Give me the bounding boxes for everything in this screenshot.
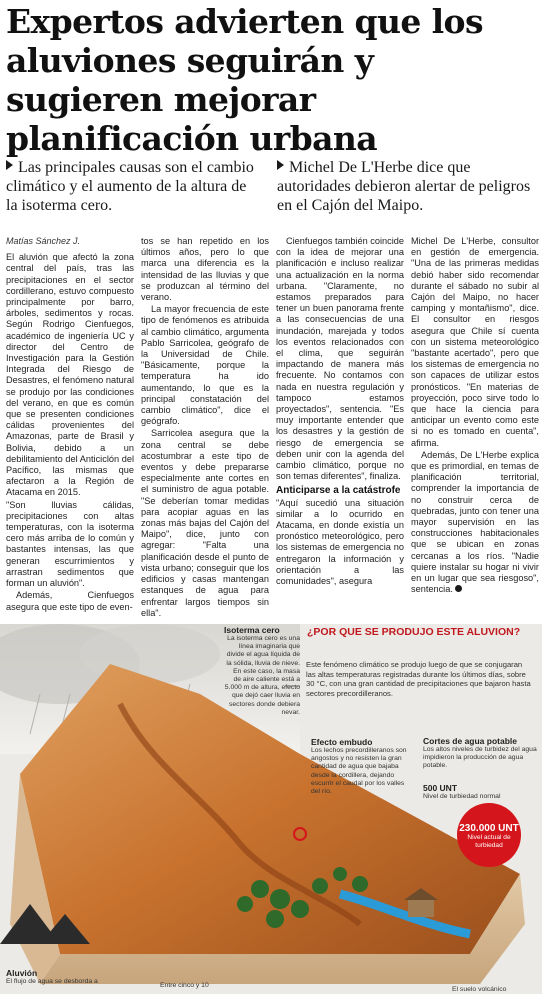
paragraph: La mayor frecuencia de este tipo de fenómenos es atribuida al cambio climático, argumenta Pablo Sarricolea, geógrafo de la Universidad de Chile. "Básicamente, porque la temperatura ha ido aumentando, lo que es la principal constatación del cambio climático", dice el geógrafo. [141, 304, 269, 427]
byline: Matías Sánchez J. [6, 236, 81, 246]
paragraph [411, 450, 539, 596]
house [408, 899, 434, 917]
deck-text-1: Las principales causas son el cambio climático y el aumento de la altura de la isoterma cero. [6, 159, 254, 214]
cortes-callout [423, 736, 537, 801]
turbidity-badge [457, 803, 521, 867]
paragraph: Sarricolea asegura que la zona central se debe acostumbrar a este tipo de eventos y debe prepararse especialmente ante cortes en el suministro de agua potable. "Se deberían tomar medidas para acopiar aguas en las zonas más bajas del Cajón del Maipo", dice, junto con agregar: "Falta una planificación desde el punto de vista urbano; conseguir que los edificios y casas mantengan estanques de agua para enfrentar largos tiempos sin ella". [141, 428, 269, 618]
normal-value: 500 UNT [423, 782, 458, 793]
article-column-3 [276, 236, 404, 636]
embudo-callout [311, 737, 409, 796]
paragraph: Cienfuegos también coincide con la idea de mejorar una planificación e incluso realizar una actualización en la norma urbana. "Claramente, no estamos preparados para tener un buen panorama frente a las consecuencias de una inundación, marejada y todos los eventos relacionados con el clima, que seguirán impactando de manera más frecuente. No contamos con nada en nuestra regulación y tampoco estamos proyectados", sentencia. "Es muy importante entender que los desastres y la gestión de riesgo de emergencia se deben unir con la agenda del cambio climático, porque no son temas diferentes", finaliza. [276, 236, 404, 482]
why-text: Este fenómeno climático se produjo luego de que se conjugaran las altas temperaturas registradas durante los últimos días, sobre 30 °C, con una gran cantidad de precipitaciones que bajaron hasta sectores precordilleranos. [306, 660, 531, 698]
paragraph: El aluvión que afectó la zona central del país, tras las precipitaciones en el sector cordillerano, estuvo compuesto principalmente por barro, árboles, sedimentos y rocas. Según Rodrigo Cienfuegos, académico de ingeniería UC y director del Centro de Investigación para la Gestión Integrada del Riesgo de Desastres, el fenómeno natural se produjo por las condiciones del verano, en que es común que se presenten condiciones cálidas provenientes del Amazonas, parte de Brasil y Bolivia, debido a un debilitamiento del Anticiclón del Pacífico, las mismas que afectaron a la Región de Atacama en 2015. [6, 252, 134, 498]
aluvion-callout [6, 968, 126, 986]
cortes-title: Cortes de agua potable [423, 736, 517, 746]
triangle-bullet-icon [277, 160, 284, 170]
normal-label: Nivel de turbiedad normal [423, 792, 501, 800]
why-title: ¿POR QUE SE PRODUJO ESTE ALUVION? [307, 626, 521, 638]
embudo-title: Efecto embudo [311, 737, 373, 747]
embudo-text: Los lechos precordilleranos son angostos y no resisten la gran cantidad de agua que bajaba desde la cordillera, dejando escurrir el caudal por los valles del río. [311, 747, 407, 796]
aluvion-title: Aluvión [6, 968, 38, 978]
isoterma-text: La isoterma cero es una línea imaginaria que divide el agua líquida de la sólida, lluvia de nieve. En este caso, la masa de aire caliente está a 5.000 m de altura, efecto que dejó caer lluvia en sectores donde debiera nevar. [224, 635, 300, 716]
paragraph: Además, Cienfuegos asegura que este tipo de even- [6, 590, 134, 612]
deck-text-2: Michel De L'Herbe dice que autoridades debieron alertar de peligros en el Cajón del Maipo. [277, 159, 531, 214]
article-column-1 [6, 236, 134, 624]
deck-point-1 [6, 158, 261, 215]
paragraph: "Son lluvias cálidas, precipitaciones con altas temperaturas, con la isoterma cero más arriba de lo común y bastantes intensas, las que generan escurrimientos y arrastran sedimentos que forman un aluvión". [6, 499, 134, 589]
section-subhead: Anticiparse a la catástrofe [276, 485, 401, 497]
badge-value: 230.000 UNT [459, 823, 519, 834]
headline: Expertos advierten que los aluviones seguirán y sugieren mejorar planificación urbana [6, 2, 483, 158]
isoterma-title: Isoterma cero [224, 625, 280, 635]
entre-text: Entre cinco y 10 [160, 982, 209, 989]
paragraph: Michel De L'Herbe, consultor en gestión de emergencia. "Una de las primeras medidas debió haber sido recomendar durante el sábado no subir al Cajón del Maipo, no hacer camping y montañismo", dice. El consultor en riesgos asegura que Chile sí cuenta con un sistema meteorológico "bastante acertado", pero que los sistemas de emergencia no son capaces de utilizar estos pronósticos. "En materias de proyección, poco sirve todo lo que hace la ciencia para anticipar un evento como este si no es tomado en cuenta", afirma. [411, 236, 539, 448]
paragraph-text: Además, De L'Herbe explica que es primordial, en temas de planificación territorial, comprender la importancia de no construir cerca de quebradas, junto con tener una mayor supervisión en las construcciones habitacionales que se ubican en zonas cercanas a los ríos. "Nadie quiere instalar su hogar ni vivir en un lugar que sea riesgoso", sentencia. [411, 449, 539, 595]
triangle-bullet-icon [6, 160, 13, 170]
suelo-text: El suelo volcánico [452, 986, 507, 993]
infographic [0, 624, 542, 994]
isoterma-callout [224, 625, 300, 717]
deck-point-2 [277, 158, 535, 215]
cortes-text: Los altos niveles de turbidez del agua impidieron la producción de agua potable. [423, 746, 537, 770]
paragraph: tos se han repetido en los últimos años, pero lo que marca una diferencia es la intensidad de las lluvias y que se produzcan al término del verano. [141, 236, 269, 303]
aluvion-text: El flujo de agua se desborda a [6, 978, 98, 985]
article-column-2 [141, 236, 269, 631]
badge-label: Nivel actual de turbiedad [467, 834, 511, 849]
paragraph: "Aquí sucedió una situación similar a lo ocurrido en Atacama, en donde existía un pronóstico meteorológico, pero los sistemas de emergencia no entregaron la información y orientación a las comunidades", asegura [276, 497, 404, 587]
end-mark-icon [455, 585, 462, 592]
article-column-4 [411, 236, 539, 636]
